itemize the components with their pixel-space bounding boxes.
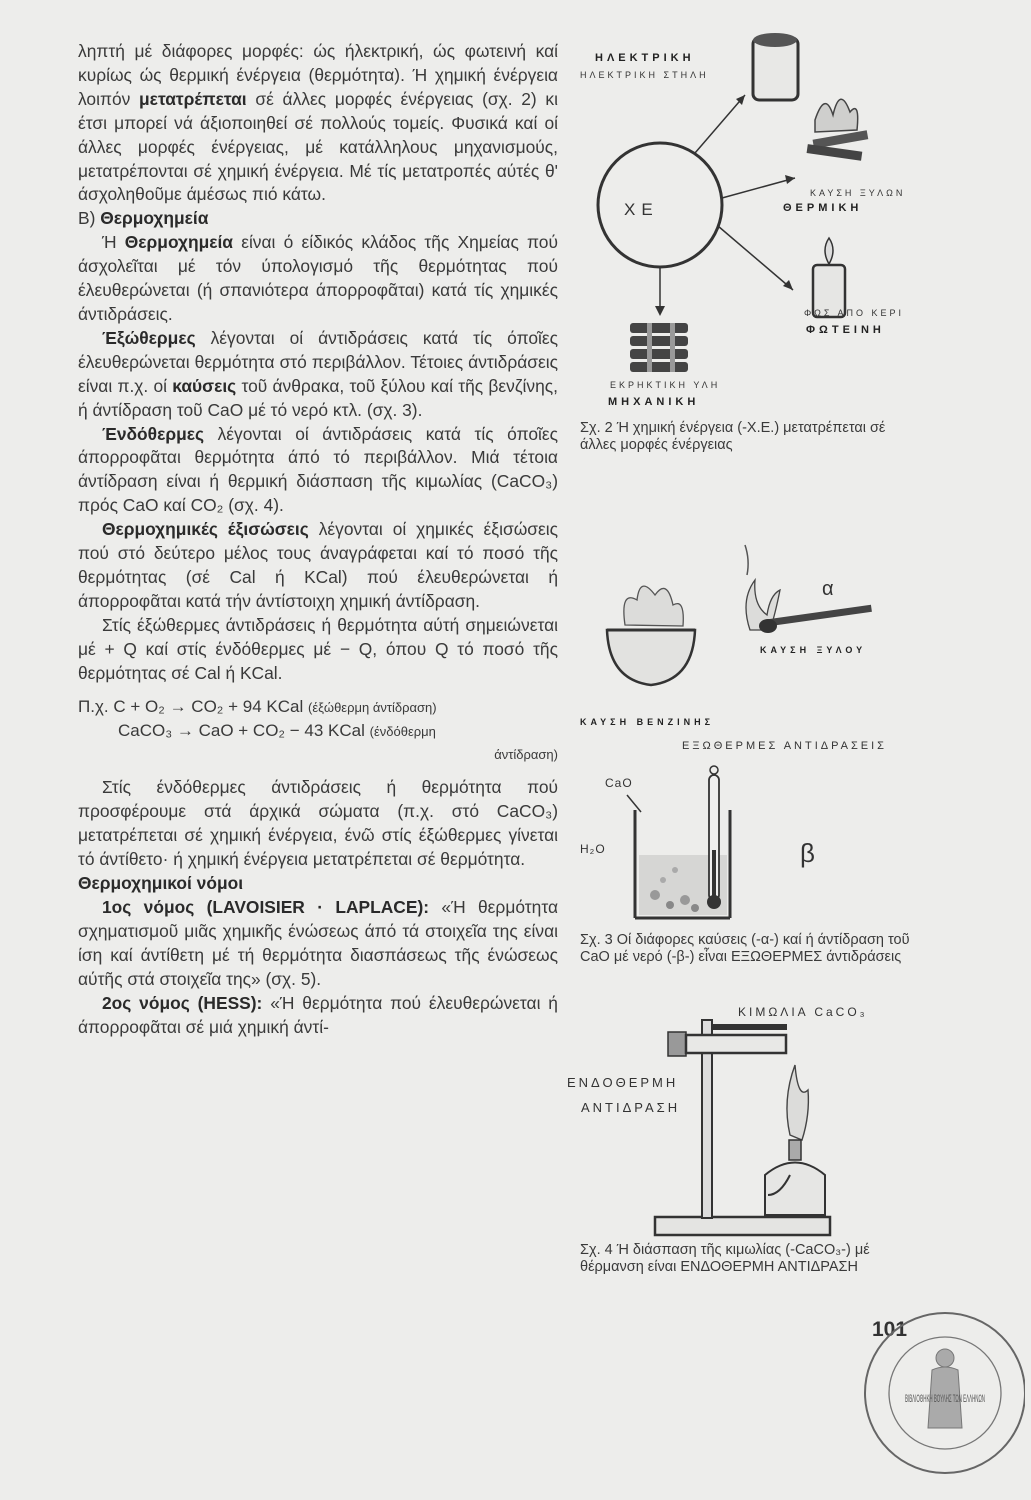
paragraph-3: Έξώθερμες λέγονται οί άντιδράσεις κατά τίς όποῖες έλευθερώνεται θερμότητα στό περιβάλλον. Τέτοιες άντιδράσεις είναι π.χ. οί καύσεις τοῦ άνθρακα, τοῦ ξύλου καί τῆς βενζίνης, ή άντίδραση τοῦ CaO μέ τό νερό κτλ. (σχ. 3). bbox=[78, 327, 558, 420]
burner-icon bbox=[765, 1065, 825, 1215]
paragraph-4: Ένδόθερμες λέγονται οί άντιδράσεις κατά τίς όποῖες άπορροφᾶται θερμότητα άπό τό περιβάλλον. Μιά τέτοια άντίδραση είναι ή θερμική διάσπαση τῆς κιμωλίας (CaCO₃) πρός CaO καί CO₂ (σχ. 4). bbox=[78, 423, 558, 516]
label-benzine: ΚΑΥΣΗ ΒΕΝΖΙΝΗΣ bbox=[580, 717, 714, 727]
explosives-icon bbox=[630, 323, 688, 372]
wood-fire-icon bbox=[807, 99, 869, 160]
equations bbox=[78, 695, 558, 766]
page-number: 101 bbox=[872, 1318, 908, 1341]
equation-2: CaCO₃ → CaO + CO₂ − 43 KCal (ένδόθερμη bbox=[118, 721, 436, 741]
figure-4-caption: Σχ. 4 Ή διάσπαση τῆς κιμωλίας (-CaCO₃-) μέ θέρμανση είναι ΕΝΔΟΘΕΡΜΗ ΑΝΤΙΔΡΑΣΗ bbox=[580, 1242, 870, 1275]
candle-icon bbox=[813, 238, 845, 317]
law-1: 1ος νόμος (LAVOISIER · LAPLACE): «Ή θερμότητα σχηματισμοῦ μιᾶς χημικῆς ένώσεως άπό τά στοιχεῖα της είναι ίση καί άντίθετη μέ τή θερμότητα διασπάσεως τῆς ένώσεως αύτῆς στά στοιχεῖα της» (σχ. 5). bbox=[78, 897, 558, 989]
match-icon bbox=[745, 545, 872, 633]
label-exo: ΕΞΩΘΕΡΜΕΣ ΑΝΤΙΔΡΑΣΕΙΣ bbox=[682, 740, 887, 752]
statue-icon bbox=[928, 1349, 962, 1428]
center-label: ΧΕ bbox=[624, 200, 659, 219]
paragraph-6: Στίς έξώθερμες άντιδράσεις ή θερμότητα αύτή σημειώνεται μέ + Q καί στίς ένδόθερμες μέ − Q, όπου Q τό ποσό τῆς θερμότητας σέ Cal ή KCal. bbox=[78, 614, 558, 683]
label-cao: CaO bbox=[605, 776, 633, 790]
paragraph-1: ληπτή μέ διάφορες μορφές: ώς ήλεκτρική, ώς φωτεινή καί κυρίως ώς θερμική ένέργεια (θερμότητα). Ή χημική ένέργεια λοιπόν μετατρέπεται σέ άλλες μορφές ένέργειας (σχ. 2) κι έτσι μπορεί νά άξιοποιηθεί σέ πολλούς τομείς. Φυσικά καί οί άλλες μορφές ένέργειας, μέ κατάλληλους μηχανισμούς, μετατρέπονται σέ χημική ένέργεια. Μέ τίς μετατροπές αύτές θ' άσχοληθοῦμε άμέσως πιό κάτω. bbox=[78, 41, 558, 205]
main-text-column bbox=[78, 40, 558, 1039]
label-alpha: α bbox=[822, 578, 834, 600]
stamp-text: ΒΙΒΛΙΟΘΗΚΗ ΒΟΥΛΗΣ ΤΩΝ ΕΛΛΗΝΩΝ bbox=[905, 1393, 986, 1405]
label-endo-2: ΑΝΤΙΔΡΑΣΗ bbox=[581, 1100, 681, 1115]
thermometer-icon bbox=[707, 766, 721, 909]
label-candle: ΦΩΣ ΑΠΟ ΚΕΡΙ bbox=[804, 308, 904, 318]
label-match: ΚΑΥΣΗ ΞΥΛΟΥ bbox=[760, 645, 867, 655]
label-beta: β bbox=[800, 838, 815, 868]
section-b-heading: Β) Θερμοχημεία bbox=[78, 208, 209, 229]
label-thermal: ΘΕΡΜΙΚΗ bbox=[783, 202, 863, 214]
label-electric-sub: ΗΛΕΚΤΡΙΚΗ ΣΤΗΛΗ bbox=[580, 70, 709, 80]
label-wood: ΚΑΥΣΗ ΞΥΛΩΝ bbox=[810, 188, 906, 198]
label-h2o: H₂O bbox=[580, 842, 606, 856]
label-light: ΦΩΤΕΙΝΗ bbox=[806, 324, 885, 336]
label-mechanical: ΜΗΧΑΝΙΚΗ bbox=[608, 396, 700, 408]
paragraph-5: Θερμοχημικές έξισώσεις λέγονται οί χημικές έξισώσεις πού στό δεύτερο μέλος τους άναγράφεται καί τό ποσό τῆς θερμότητας (σέ Cal ή KCal) πού έλευθερώνεται ή άπορροφᾶται κατά τήν άντίστοιχη χημική άντίδραση. bbox=[78, 519, 558, 611]
laws-heading: Θερμοχημικοί νόμοι bbox=[78, 873, 244, 894]
equation-2-note: άντίδραση) bbox=[494, 747, 558, 763]
label-explosive: ΕΚΡΗΚΤΙΚΗ ΥΛΗ bbox=[610, 380, 721, 390]
label-chalk: ΚΙΜΩΛΙΑ CaCO₃ bbox=[738, 1005, 868, 1019]
chemical-energy-circle bbox=[598, 143, 722, 267]
figure-2-caption: Σχ. 2 Ή χημική ένέργεια (-Χ.Ε.) μετατρέπεται σέ άλλες μορφές ένέργειας bbox=[580, 420, 886, 453]
library-stamp bbox=[860, 1298, 1025, 1488]
bowl-fire-icon bbox=[607, 586, 695, 685]
equation-1: Π.χ. C + O₂ → CO₂ + 94 KCal (έξώθερμη άντίδραση) bbox=[78, 697, 437, 717]
label-electric: ΗΛΕΚΤΡΙΚΗ bbox=[595, 52, 695, 64]
figure-3-diagram bbox=[575, 520, 915, 940]
figure-4-diagram bbox=[640, 1010, 860, 1240]
figure-3-caption: Σχ. 3 Οί διάφορες καύσεις (-α-) καί ή άντίδραση τοῦ CaO μέ νερό (-β-) εἶναι ΕΞΩΘΕΡΜΕΣ άντιδράσεις bbox=[580, 932, 910, 965]
battery-icon bbox=[753, 33, 798, 100]
paragraph-7: Στίς ένδόθερμες άντιδράσεις ή θερμότητα πού προσφέρουμε στά άρχικά σώματα (π.χ. στό CaCO₃) μετατρέπεται σέ χημική ένέργεια, ένῶ στίς έξώθερμες γίνεται τό άντίθετο· ή χημική ένέργεια μετατρέπεται σέ θερμότητα. bbox=[78, 777, 558, 870]
paragraph-2: Ή Θερμοχημεία είναι ό είδικός κλάδος τῆς Χημείας πού άσχολεῖται μέ τόν ύπολογισμό τῆς θερμότητας πού έλευθερώνεται (ή σπανιότερα άπορροφᾶται) κατά τίς χημικές άντιδράσεις. bbox=[78, 232, 558, 324]
law-2: 2ος νόμος (HESS): «Ή θερμότητα πού έλευθερώνεται ή άπορροφᾶται σέ μιά χημική άντί- bbox=[78, 992, 558, 1037]
label-endo-1: ΕΝΔΟΘΕΡΜΗ bbox=[567, 1075, 679, 1090]
